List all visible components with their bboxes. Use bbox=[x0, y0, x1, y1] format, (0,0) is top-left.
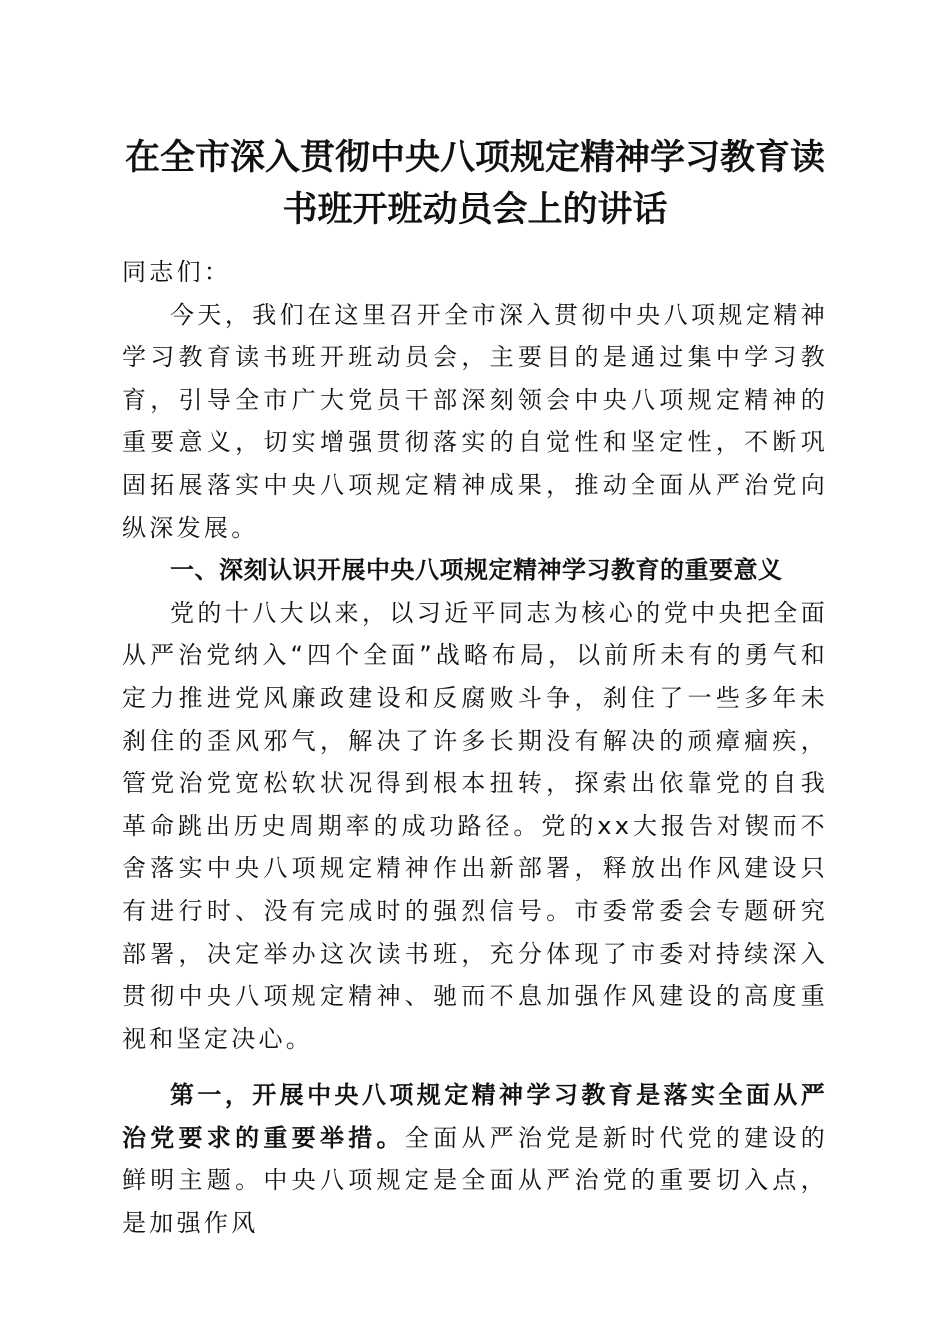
point-1-rest: 全面从严治党是新时代党的建设的鲜明主题。中央八项规定是全面从严治党的重要切入点，是加强作风 bbox=[122, 1123, 829, 1238]
document-body bbox=[122, 251, 828, 1245]
title-line-2: 书班开班动员会上的讲话 bbox=[282, 189, 668, 230]
title-line-1: 在全市深入贯彻中央八项规定精神学习教育读 bbox=[124, 137, 825, 178]
intro-paragraph: 今天，我们在这里召开全市深入贯彻中央八项规定精神学习教育读书班开班动员会，主要目的是通过集中学习教育，引导全市广大党员干部深刻领会中央八项规定精神的重要意义，切实增强贯彻落实的自觉性和坚定性，不断巩固拓展落实中央八项规定精神成果，推动全面从严治党向纵深发展。 bbox=[122, 300, 828, 542]
section-1-heading: 一、深刻认识开展中央八项规定精神学习教育的重要意义 bbox=[170, 556, 783, 585]
point-1-lead: 第一，开展中央八项规定精神学习教育是落实全面从严治党要求的重要举措。 bbox=[122, 1081, 828, 1152]
salutation: 同志们： bbox=[122, 258, 232, 286]
section-1-paragraph: 党的十八大以来，以习近平同志为核心的党中央把全面从严治党纳入“四个全面”战略布局，以前所未有的勇气和定力推进党风廉政建设和反腐败斗争，刹住了一些多年未刹住的歪风邪气，解决了许多长期没有解决的顽瘴痼疾，管党治党宽松软状况得到根本扭转，探索出依靠党的自我革命跳出历史周期率的成功路径。党的xx大报告对锲而不舍落实中央八项规定精神作出新部署，释放出作风建设只有进行时、没有完成时的强烈信号。市委常委会专题研究部署，决定举办这次读书班，充分体现了市委对持续深入贯彻中央八项规定精神、驰而不息加强作风建设的高度重视和坚定决心。 bbox=[122, 598, 828, 1053]
document-title bbox=[110, 132, 840, 236]
point-1-paragraph bbox=[122, 1074, 828, 1244]
